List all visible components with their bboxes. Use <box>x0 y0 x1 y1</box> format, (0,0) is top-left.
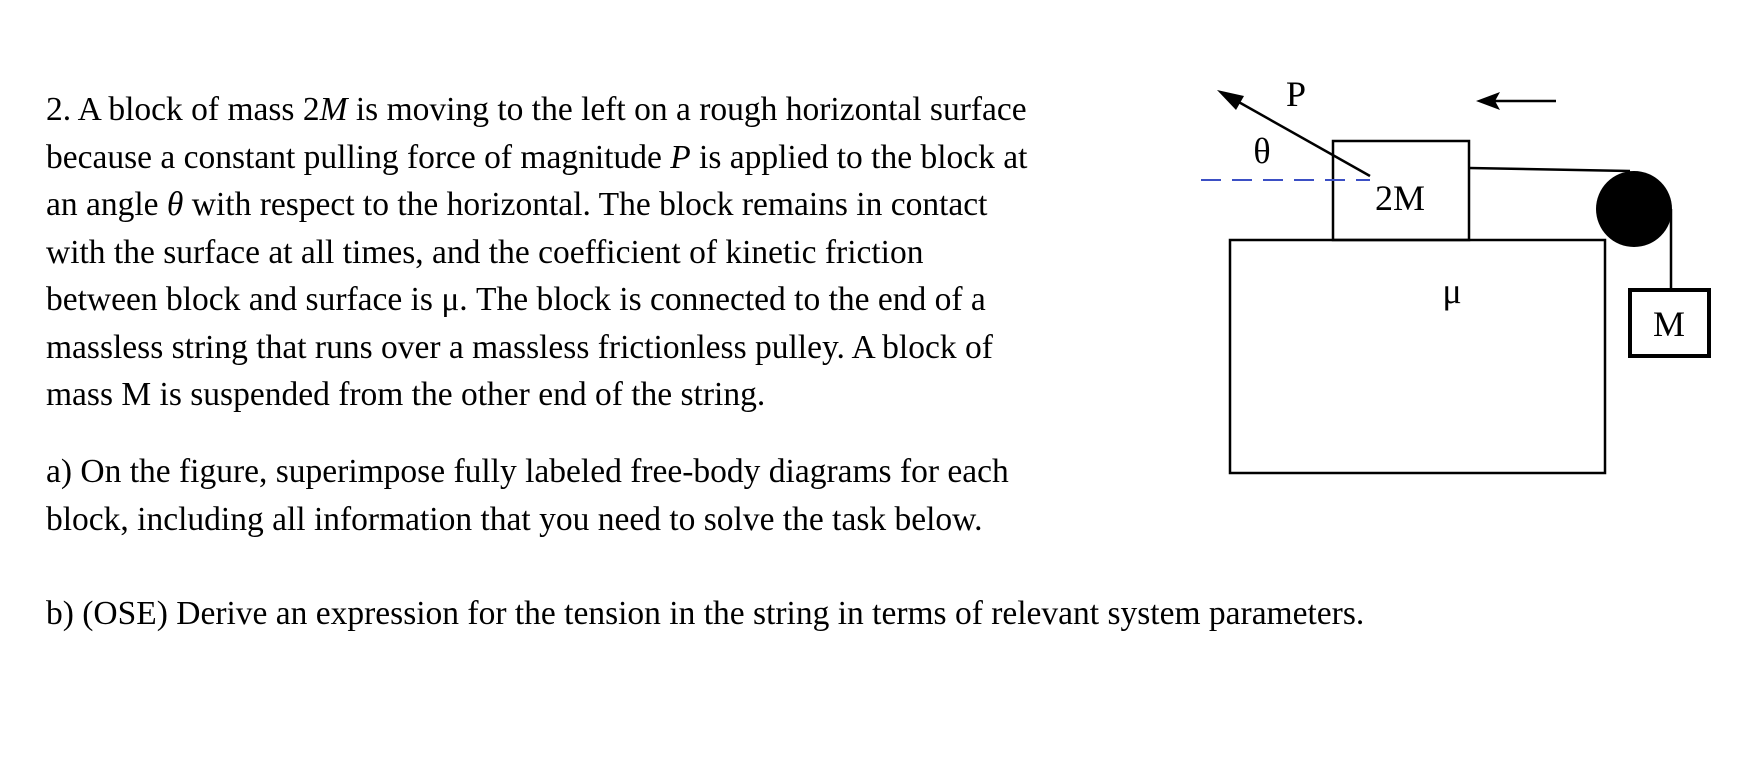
table-surface <box>1230 240 1605 473</box>
problem-line-2: because a constant pulling force of magnitude P is applied to the block at <box>46 138 1028 176</box>
string-horizontal <box>1469 168 1630 171</box>
force-p-label: P <box>1285 74 1307 114</box>
part-a-line-1: a) On the figure, superimpose fully labeled free-body diagrams for each <box>46 453 1009 490</box>
problem-line-7: mass M is suspended from the other end of the string. <box>46 376 766 413</box>
problem-line-5: between block and surface is μ. The block is connected to the end of a <box>46 281 986 318</box>
problem-number: 2. <box>46 91 72 128</box>
friction-coefficient-label: μ <box>1442 271 1462 311</box>
problem-line-1: 2. A block of mass 2M is moving to the left on a rough horizontal surface <box>46 91 1027 128</box>
part-a-line-2: block, including all information that you need to solve the task below. <box>46 500 983 538</box>
angle-theta-label: θ <box>1253 131 1271 171</box>
force-p-arrowhead <box>1217 90 1244 110</box>
problem-line-4: with the surface at all times, and the coefficient of kinetic friction <box>46 233 924 271</box>
problem-line-3: an angle θ with respect to the horizontal. The block remains in contact <box>46 186 988 223</box>
block-2m-label: 2M <box>1374 178 1426 218</box>
problem-line-6: massless string that runs over a massless frictionless pulley. A block of <box>46 328 993 366</box>
part-b-question: b) (OSE) Derive an expression for the tension in the string in terms of relevant system parameters. <box>46 595 1365 632</box>
block-m-label: M <box>1652 304 1686 344</box>
pulley <box>1596 171 1672 247</box>
